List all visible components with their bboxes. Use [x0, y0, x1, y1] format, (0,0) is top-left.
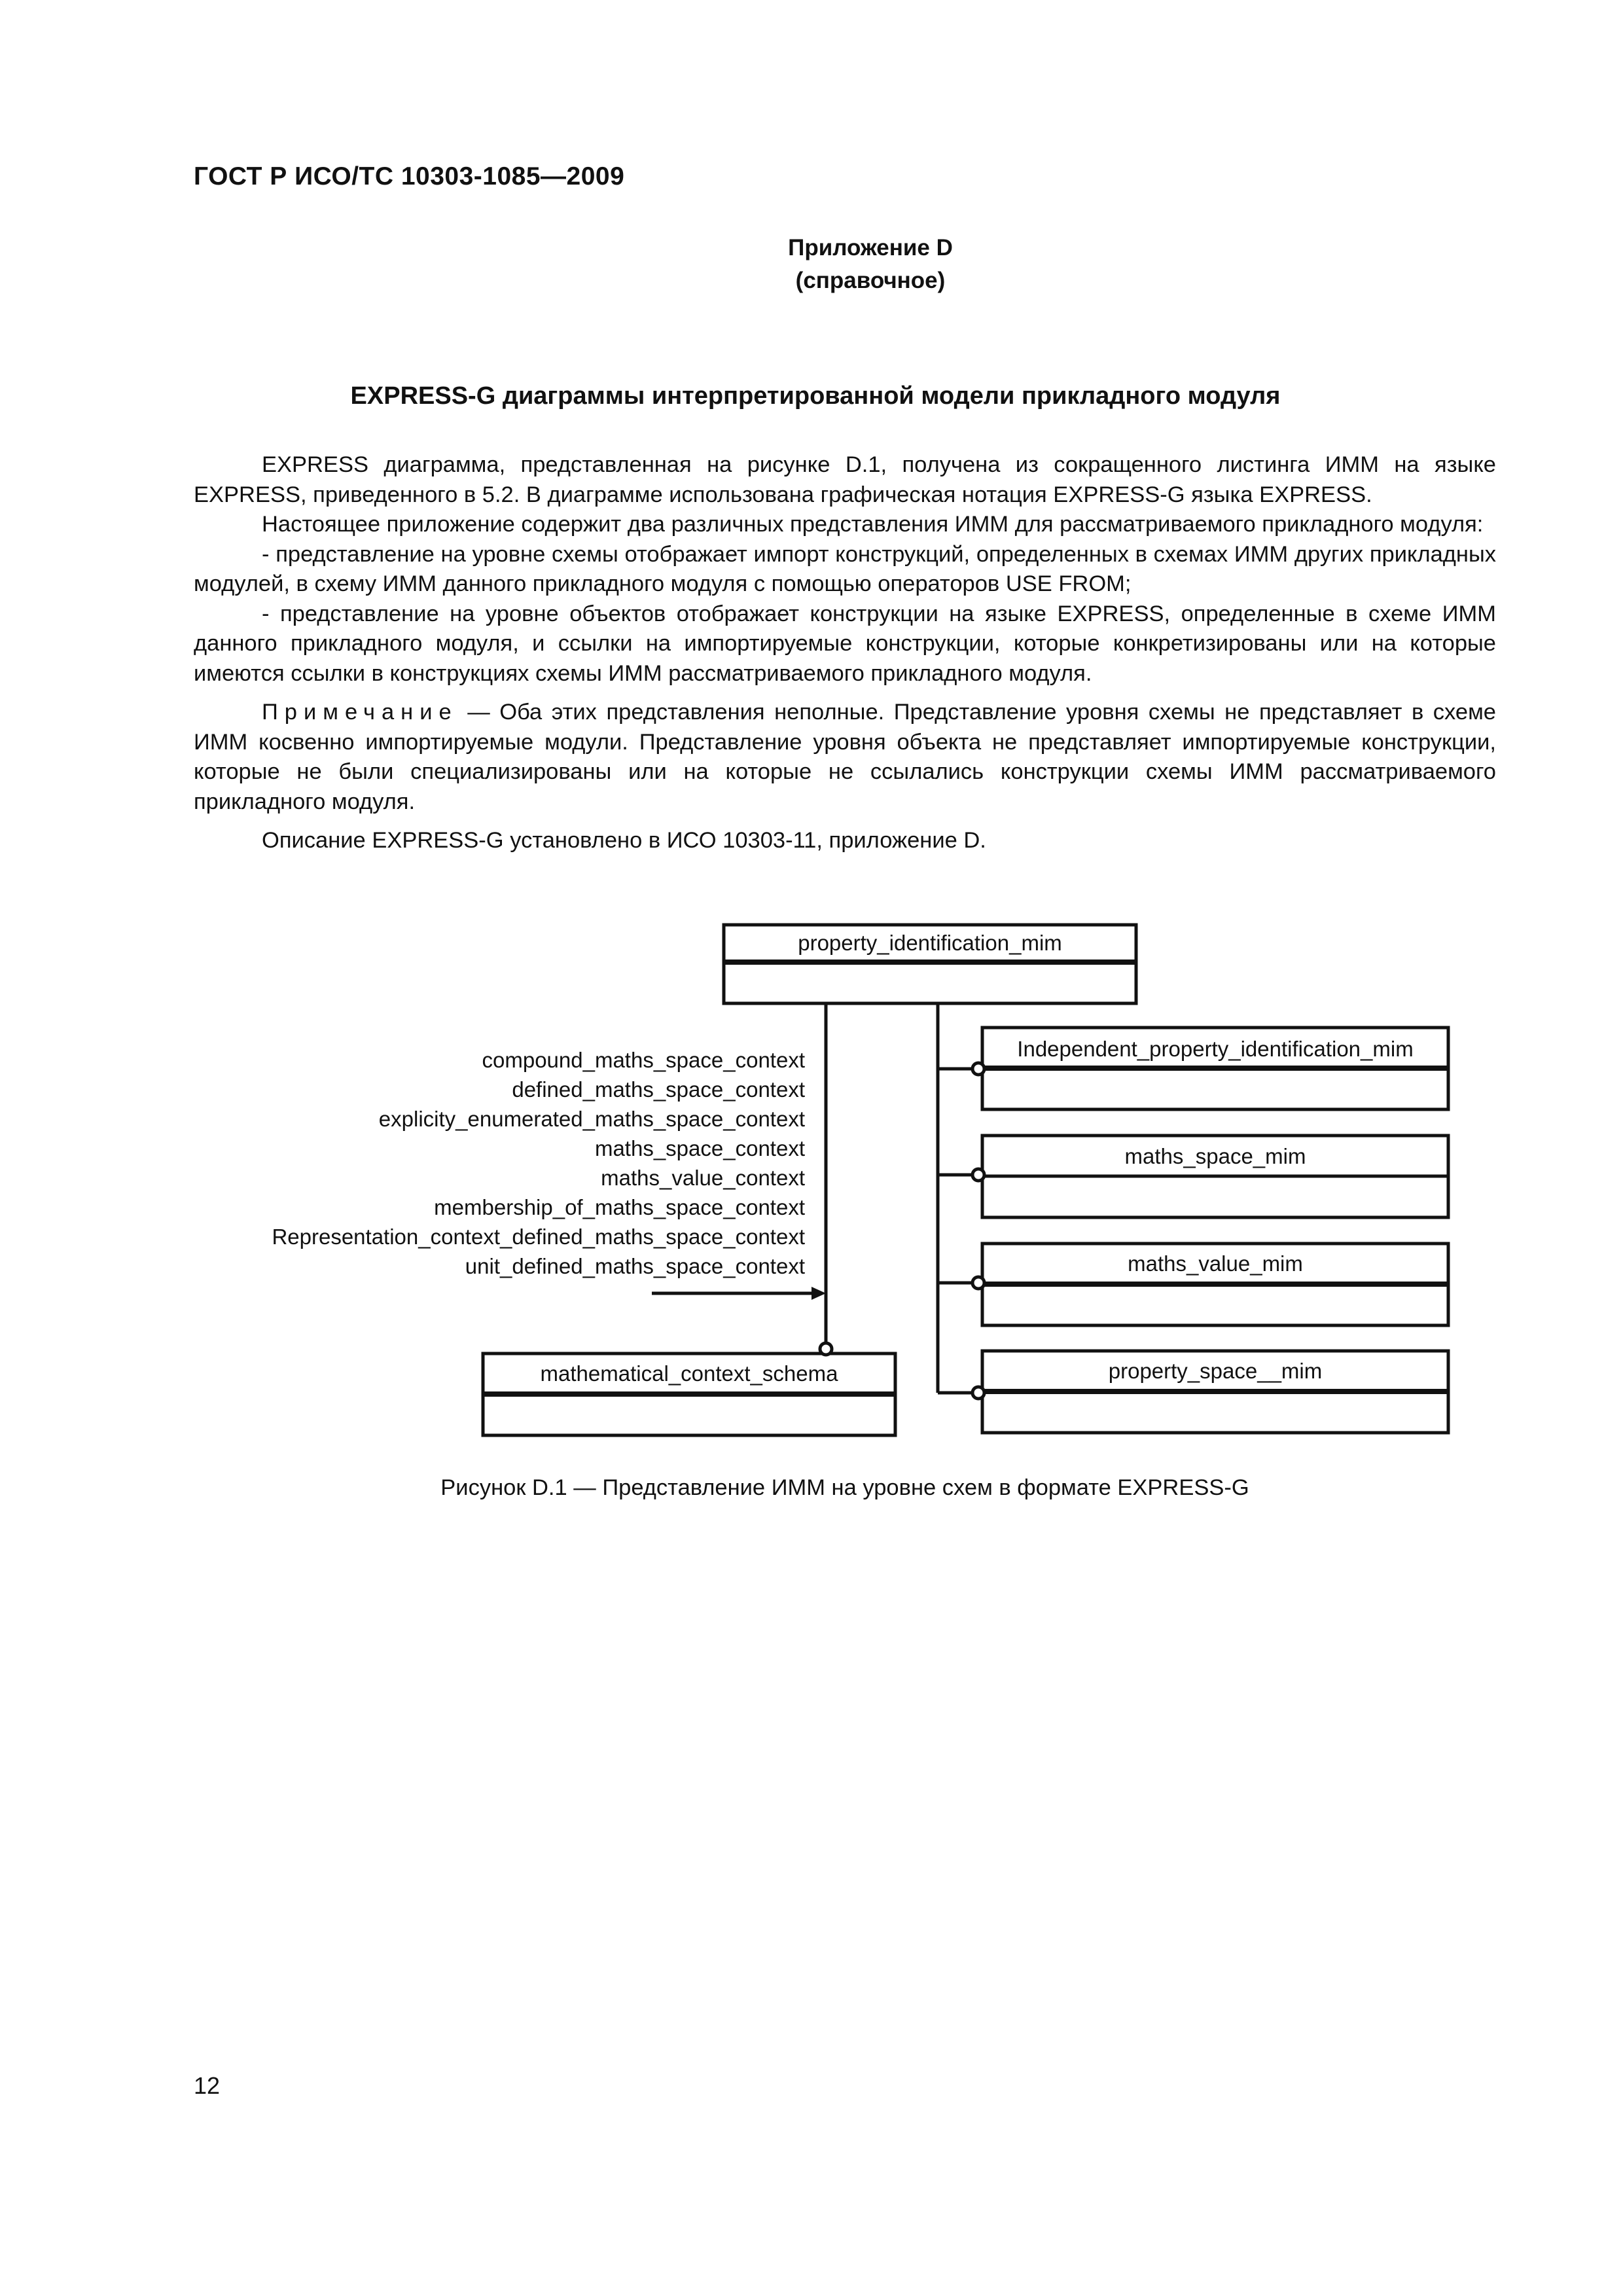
- entity-label: unit_defined_maths_space_context: [465, 1254, 805, 1278]
- section-title: EXPRESS-G диаграммы интерпретированной модели прикладного модуля: [350, 382, 1281, 410]
- paragraph-3: - представление на уровне схемы отображает импорт конструкций, определенных в схемах ИММ других прикладных модулей, в схему ИММ данного прикладного модуля с помощью операторов USE FROM;: [194, 541, 1496, 596]
- figure-caption: Рисунок D.1 — Представление ИММ на уровне схем в формате EXPRESS-G: [440, 1475, 1249, 1500]
- document-code: ГОСТ Р ИСО/ТС 10303-1085—2009: [194, 162, 625, 190]
- note-text: — Оба этих представления неполные. Представление уровня схемы не представляет в схеме ИММ косвенно импортируемые модули. Представление уровня объекта не представляет импортируемые конструкции, которые не были специализированы или на которые не ссылались конструкции схемы ИММ рассматриваемого прикладного модуля.: [194, 700, 1496, 814]
- entity-label: maths_space_context: [594, 1136, 805, 1160]
- entity-label: maths_value_context: [601, 1166, 805, 1190]
- main-schema-label: property_identification_mim: [798, 931, 1062, 955]
- paragraph-4: - представление на уровне объектов отображает конструкции на языке EXPRESS, определенные в схеме ИММ данного прикладного модуля, и ссылки на импортируемые конструкции, которые конкретизированы или на которые имеются ссылки в конструкциях схемы ИММ рассматриваемого прикладного модуля.: [194, 601, 1496, 686]
- arrow-head: [812, 1287, 826, 1300]
- connector-circle: [972, 1063, 984, 1075]
- connector-circle: [820, 1343, 832, 1355]
- page-number: 12: [194, 2072, 221, 2099]
- schema-label-maths-value: maths_value_mim: [1128, 1251, 1303, 1276]
- appendix-kind: (справочное): [795, 268, 946, 293]
- entity-label: membership_of_maths_space_context: [434, 1195, 805, 1219]
- note-label: Примечание: [262, 700, 458, 725]
- connector-circle: [972, 1169, 984, 1181]
- entity-label: compound_maths_space_context: [482, 1048, 805, 1072]
- paragraph-5: Описание EXPRESS-G установлено в ИСО 10303-11, приложение D.: [262, 828, 986, 853]
- connector-circle: [972, 1277, 984, 1289]
- paragraph-2: Настоящее приложение содержит два различных представления ИММ для рассматриваемого прикладного модуля:: [262, 512, 1484, 537]
- connector-circle: [972, 1387, 984, 1399]
- schema-label-independent: Independent_property_identification_mim: [1017, 1037, 1414, 1061]
- source-schema-label: mathematical_context_schema: [540, 1361, 838, 1386]
- schema-label-property-space: property_space__mim: [1108, 1359, 1323, 1383]
- entity-label: Representation_context_defined_maths_space_context: [272, 1225, 805, 1249]
- appendix-title: Приложение D: [788, 235, 953, 260]
- entity-label: defined_maths_space_context: [512, 1077, 805, 1102]
- paragraph-1: EXPRESS диаграмма, представленная на рисунке D.1, получена из сокращенного листинга ИММ на языке EXPRESS, приведенного в 5.2. В диаграмме использована графическая нотация EXPRESS-G языка EXPRESS.: [194, 452, 1496, 507]
- schema-label-maths-space: maths_space_mim: [1124, 1144, 1306, 1168]
- entity-label: explicity_enumerated_maths_space_context: [378, 1107, 805, 1131]
